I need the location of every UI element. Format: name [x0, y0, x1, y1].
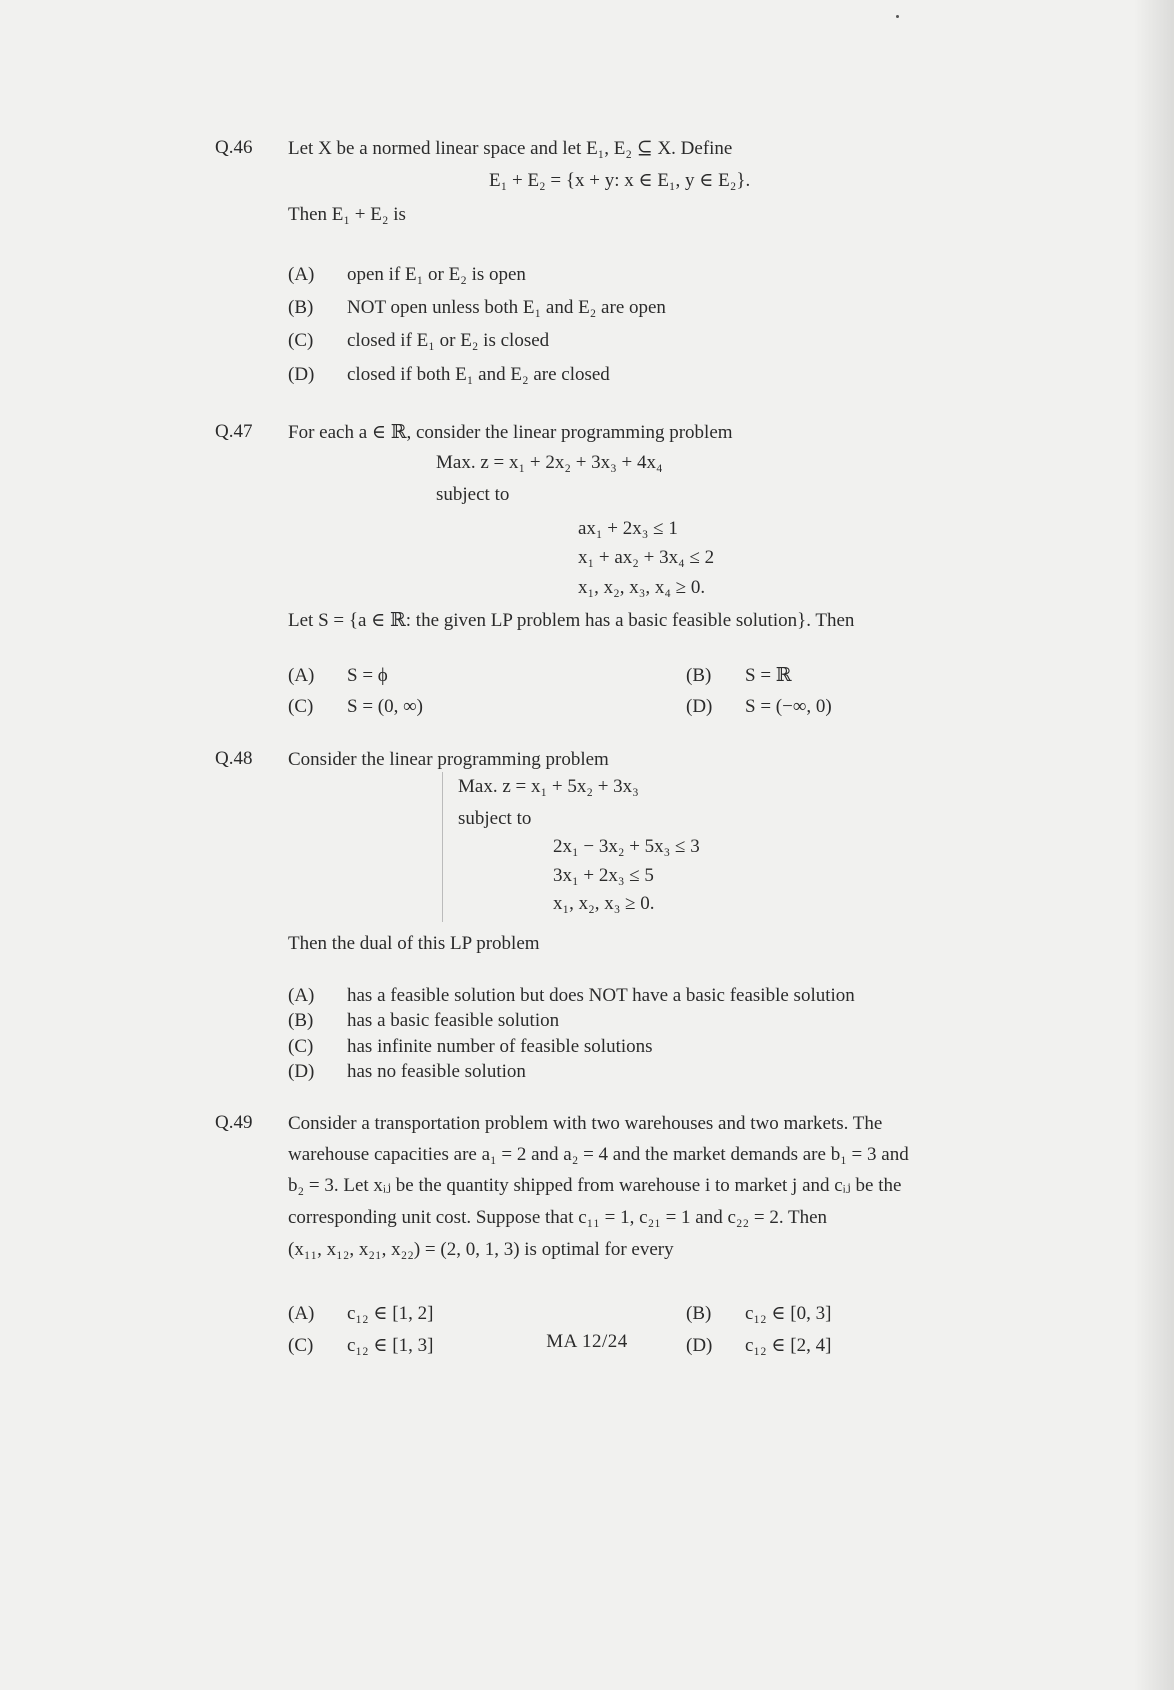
question-number: Q.48 [215, 748, 253, 769]
lp-subject-to: subject to [458, 808, 532, 829]
lp-constraint-2: 3x₁ + 2x₃ ≤ 5 [553, 865, 654, 886]
question-formula: E₁ + E₂ = {x + y: x ∈ E₁, y ∈ E₂}. [489, 170, 751, 191]
option-a: (A) has a feasible solution but does NOT have a basic feasible solution [288, 985, 855, 1006]
lp-nonnegativity: x₁, x₂, x₃ ≥ 0. [553, 893, 655, 914]
lp-objective: Max. z = x₁ + 5x₂ + 3x₃ [458, 776, 639, 797]
option-c: (C) closed if E₁ or E₂ is closed [288, 330, 550, 351]
question-stem: Let S = {a ∈ ℝ: the given LP problem has a basic feasible solution}. Then [288, 610, 855, 631]
option-d: (D) c₁₂ ∈ [2, 4] [686, 1335, 832, 1356]
option-c: (C) has infinite number of feasible solutions [288, 1036, 653, 1057]
question-number: Q.47 [215, 421, 253, 442]
page-edge-shadow [1134, 0, 1174, 1690]
option-a: (A) S = ϕ [288, 665, 388, 686]
question-text-line: b₂ = 3. Let xᵢⱼ be the quantity shipped from warehouse i to market j and cᵢⱼ be the [288, 1175, 902, 1196]
option-c: (C) S = (0, ∞) [288, 696, 423, 717]
question-intro: Consider the linear programming problem [288, 749, 609, 770]
option-d: (D) closed if both E₁ and E₂ are closed [288, 364, 610, 385]
page-footer: MA 12/24 [546, 1331, 628, 1352]
option-a: (A) open if E₁ or E₂ is open [288, 264, 526, 285]
option-b: (B) S = ℝ [686, 665, 792, 686]
lp-constraint-1: ax₁ + 2x₃ ≤ 1 [578, 518, 678, 539]
lp-constraint-1: 2x₁ − 3x₂ + 5x₃ ≤ 3 [553, 836, 700, 857]
lp-subject-to: subject to [436, 484, 510, 505]
question-intro: For each a ∈ ℝ, consider the linear programming problem [288, 422, 733, 443]
option-a: (A) c₁₂ ∈ [1, 2] [288, 1303, 434, 1324]
option-b: (B) has a basic feasible solution [288, 1010, 560, 1031]
option-b: (B) c₁₂ ∈ [0, 3] [686, 1303, 832, 1324]
question-number: Q.46 [215, 137, 253, 158]
question-intro: Let X be a normed linear space and let E₁, E₂ ⊆ X. Define [288, 138, 733, 159]
option-b: (B) NOT open unless both E₁ and E₂ are open [288, 297, 666, 318]
lp-bracket [442, 772, 451, 922]
lp-constraint-2: x₁ + ax₂ + 3x₄ ≤ 2 [578, 547, 715, 568]
lp-objective: Max. z = x₁ + 2x₂ + 3x₃ + 4x₄ [436, 452, 663, 473]
option-d: (D) has no feasible solution [288, 1061, 526, 1082]
question-text-line: (x₁₁, x₁₂, x₂₁, x₂₂) = (2, 0, 1, 3) is optimal for every [288, 1239, 674, 1260]
option-d: (D) S = (−∞, 0) [686, 696, 832, 717]
speck [896, 15, 899, 18]
question-stem: Then the dual of this LP problem [288, 933, 540, 954]
question-number: Q.49 [215, 1112, 253, 1133]
question-text-line: warehouse capacities are a₁ = 2 and a₂ = 4 and the market demands are b₁ = 3 and [288, 1144, 909, 1165]
question-text-line: Consider a transportation problem with two warehouses and two markets. The [288, 1113, 883, 1134]
option-c: (C) c₁₂ ∈ [1, 3] [288, 1335, 434, 1356]
question-text-line: corresponding unit cost. Suppose that c₁₁ = 1, c₂₁ = 1 and c₂₂ = 2. Then [288, 1207, 828, 1228]
question-stem: Then E₁ + E₂ is [288, 204, 406, 225]
lp-nonnegativity: x₁, x₂, x₃, x₄ ≥ 0. [578, 577, 706, 598]
